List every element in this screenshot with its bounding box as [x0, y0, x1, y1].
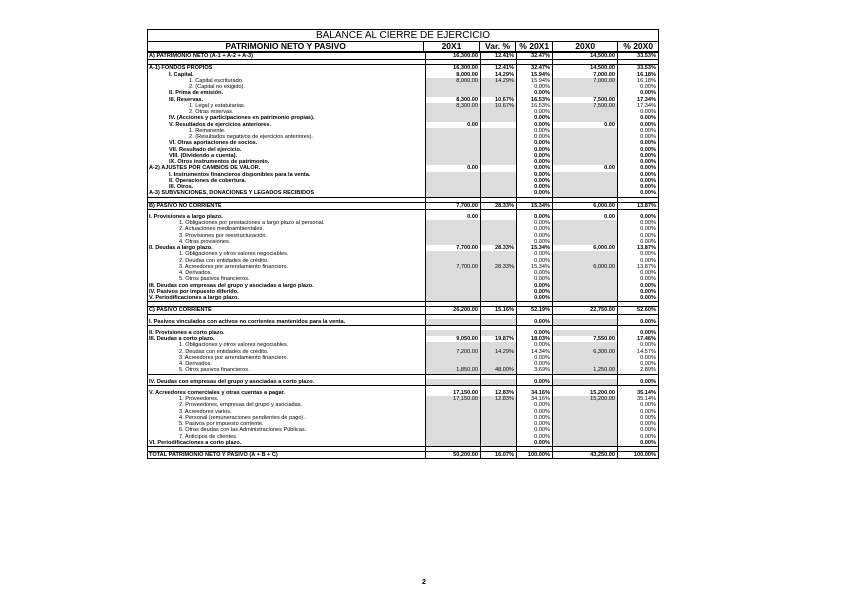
variation-cell: 12.83%: [481, 390, 517, 396]
value-20x0-cell: 0.00: [553, 214, 618, 220]
value-20x1-cell: 7,700.00: [426, 203, 481, 209]
pct-20x0-cell: 0.00%: [640, 427, 656, 434]
spacer-cell: [618, 447, 658, 451]
pct-20x0-cell: 14.57%: [637, 348, 656, 355]
value-20x0-cell: [553, 190, 618, 196]
pct-20x0-cell: 2.89%: [640, 367, 656, 374]
pct-20x1-cell: 0.00%: [517, 361, 553, 367]
pct-20x0-cell: 33.53%: [637, 53, 656, 59]
pct-20x0-cell: 0.00%: [640, 238, 656, 245]
value-20x1-cell: 1,850.00: [426, 367, 481, 373]
pct-20x1-cell: 15.94%: [517, 72, 553, 78]
spacer-cell: [517, 198, 553, 202]
value-20x1-cell: 9,050.00: [426, 336, 481, 342]
value-20x0-cell: [553, 295, 618, 301]
variation-cell: [481, 319, 517, 325]
value-20x0-cell: 14,500.00: [553, 53, 618, 59]
value-20x1-cell: 7,700.00: [426, 245, 481, 251]
value-20x1-cell: 7,200.00: [426, 349, 481, 355]
table-row: [148, 440, 658, 446]
value-20x1-cell: 17,150.00: [426, 390, 481, 396]
spacer-cell: [553, 198, 618, 202]
pct-20x0-cell: 0.00%: [640, 90, 656, 97]
pct-20x0-cell: 0.00%: [640, 421, 656, 427]
column-header-row: [147, 41, 659, 52]
pct-20x0-cell: 13.87%: [637, 245, 656, 251]
spacer-cell: [481, 302, 517, 306]
spacer-cell: [517, 302, 553, 306]
value-20x1-cell: 26,200.00: [426, 307, 481, 313]
column-header-20x0: 20X0: [553, 42, 618, 51]
row-label: 3. Acreedores por arrendamiento financiero.: [148, 355, 426, 361]
pct-20x1-cell: 0.00%: [517, 427, 553, 433]
row-label: IV. (Acciones y participaciones en patrimonio propias).: [148, 115, 426, 121]
pct-20x0-cell: 0.00%: [640, 134, 656, 140]
value-20x1-cell: 17,150.00: [426, 396, 481, 402]
spacer-cell: [481, 60, 517, 64]
pct-20x0-cell: 0.00%: [640, 159, 656, 165]
pct-20x1-cell: 0.00%: [517, 402, 553, 408]
pct-20x0-cell: 0.00%: [640, 288, 656, 295]
pct-20x1-cell: 0.00%: [517, 434, 553, 440]
value-20x0-cell: 1,250.00: [553, 367, 618, 373]
value-20x0-cell: 0.00: [553, 122, 618, 128]
spacer-cell: [426, 447, 481, 451]
pct-20x1-cell: 34.16%: [517, 396, 553, 402]
row-label: 3. Provisiones por reestructuración.: [148, 233, 426, 239]
row-label: 4. Derivados.: [148, 361, 426, 367]
variation-cell: 15.16%: [481, 307, 517, 313]
value-20x0-cell: 15,200.00: [553, 396, 618, 402]
pct-20x1-cell: 0.00%: [517, 355, 553, 361]
value-20x1-cell: [426, 295, 481, 301]
spacer-cell: [553, 302, 618, 306]
row-label: III. Deudas a corto plazo.: [148, 336, 426, 342]
variation-cell: [481, 379, 517, 385]
pct-20x1-cell: 34.16%: [517, 390, 553, 396]
pct-20x0-cell: 0.00%: [640, 251, 656, 258]
row-label: IX. Otros instrumentos de patrimonio.: [148, 159, 426, 165]
table-row: [148, 319, 658, 325]
value-20x1-cell: [426, 190, 481, 196]
variation-cell: 28.33%: [481, 245, 517, 251]
variation-cell: 10.67%: [481, 97, 517, 103]
row-spacer: [148, 197, 658, 202]
pct-20x0-cell: 0.00%: [640, 177, 656, 184]
table-row: [148, 52, 658, 59]
value-20x0-cell: 6,000.00: [553, 203, 618, 209]
spacer-cell: [553, 447, 618, 451]
value-20x1-cell: 8,300.00: [426, 103, 481, 109]
pct-20x1-cell: 0.00%: [517, 109, 553, 115]
pct-20x0-cell: 0.00%: [640, 408, 656, 415]
table-row: [148, 379, 658, 385]
pct-20x1-cell: 16.53%: [517, 97, 553, 103]
spacer-cell: [426, 302, 481, 306]
pct-20x1-cell: 3.69%: [517, 367, 553, 373]
value-20x0-cell: 43,250.00: [553, 452, 618, 458]
row-label: A-2) AJUSTES POR CAMBIOS DE VALOR.: [148, 165, 426, 171]
pct-20x1-cell: 0.00%: [517, 84, 553, 90]
value-20x0-cell: 15,200.00: [553, 390, 618, 396]
value-20x1-cell: [426, 379, 481, 385]
variation-cell: [481, 440, 517, 446]
pct-20x0-cell: 0.00%: [640, 378, 656, 385]
value-20x0-cell: [553, 379, 618, 385]
pct-20x0-cell: 0.00%: [640, 84, 656, 90]
variation-cell: 28.33%: [481, 264, 517, 270]
pct-20x1-cell: 0.00%: [517, 134, 553, 140]
value-20x0-cell: 7,500.00: [553, 97, 618, 103]
pct-20x0-cell: 16.18%: [637, 77, 656, 84]
row-label: I. Capital.: [148, 72, 426, 78]
row-label: 3. Acreedores por arrendamiento financiero.: [148, 264, 426, 270]
value-20x1-cell: 8,000.00: [426, 78, 481, 84]
row-label: III. Otros.: [148, 184, 426, 190]
spacer-cell: [481, 198, 517, 202]
row-label: 1. Obligaciones y otros valores negociables.: [148, 251, 426, 257]
pct-20x1-cell: 18.03%: [517, 336, 553, 342]
pct-20x0-cell: 0.00%: [640, 109, 656, 115]
row-label: 2. (Resultados negativos de ejercicios anteriores).: [148, 134, 426, 140]
pct-20x1-cell: 0.00%: [517, 153, 553, 159]
pct-20x1-cell: 0.00%: [517, 421, 553, 427]
pct-20x0-cell: 0.00%: [640, 270, 656, 276]
pct-20x1-cell: 0.00%: [517, 342, 553, 348]
pct-20x1-cell: 14.34%: [517, 349, 553, 355]
row-label: IV. Pasivos por impuesto diferido.: [148, 289, 426, 295]
variation-cell: 10.67%: [481, 103, 517, 109]
row-label: VI. Otras aportaciones de socios.: [148, 140, 426, 146]
value-20x1-cell: 0.00: [426, 214, 481, 220]
sheet-title: BALANCE AL CIERRE DE EJERCICIO: [147, 29, 659, 41]
spacer-cell: [618, 302, 658, 306]
value-20x1-cell: 0.00: [426, 122, 481, 128]
table-row: [148, 64, 658, 71]
column-header-pct-20x1: % 20X1: [516, 42, 553, 51]
row-label: IV. Deudas con empresas del grupo y asociadas a corto plazo.: [148, 379, 426, 385]
variation-cell: 16.07%: [481, 452, 517, 458]
row-label: 2. Actuaciones medioambientales.: [148, 226, 426, 232]
variation-cell: [481, 190, 517, 196]
spacer-cell: [553, 60, 618, 64]
spacer-cell: [148, 198, 426, 202]
pct-20x0-cell: 33.53%: [637, 65, 656, 72]
variation-cell: 14.29%: [481, 72, 517, 78]
pct-20x0-cell: 16.18%: [637, 71, 656, 78]
pct-20x0-cell: 17.34%: [637, 96, 656, 103]
value-20x1-cell: [426, 319, 481, 325]
pct-20x0-cell: 0.00%: [640, 171, 656, 178]
value-20x0-cell: 7,000.00: [553, 78, 618, 84]
row-label: VIII. (Dividendo a cuenta).: [148, 153, 426, 159]
row-label: 4. Personal (remuneraciones pendientes de pago).: [148, 415, 426, 421]
column-header-var: Var. %: [480, 42, 517, 51]
variation-cell: 14.29%: [481, 349, 517, 355]
pct-20x0-cell: 0.00%: [640, 121, 656, 128]
value-20x1-cell: 16,300.00: [426, 65, 481, 71]
pct-20x1-cell: 0.00%: [517, 283, 553, 289]
table-row: [148, 306, 658, 313]
pct-20x0-cell: 0.00%: [640, 152, 656, 159]
pct-20x1-cell: 0.00%: [517, 319, 553, 325]
pct-20x1-cell: 0.00%: [517, 159, 553, 165]
value-20x1-cell: 0.00: [426, 165, 481, 171]
pct-20x1-cell: 0.00%: [517, 214, 553, 220]
column-header-label: PATRIMONIO NETO Y PASIVO: [148, 42, 424, 51]
column-header-pct-20x0: % 20X0: [623, 42, 654, 51]
value-20x1-cell: 50,200.00: [426, 452, 481, 458]
page-number: 2: [422, 579, 426, 586]
pct-20x1-cell: 0.00%: [517, 289, 553, 295]
row-label: VII. Resultado del ejercicio.: [148, 147, 426, 153]
pct-20x1-cell: 0.00%: [517, 165, 553, 171]
pct-20x1-cell: 0.00%: [517, 172, 553, 178]
row-label: 4. Otras provisiones.: [148, 239, 426, 245]
pct-20x1-cell: 32.47%: [517, 53, 553, 59]
pct-20x0-cell: 13.87%: [637, 263, 656, 270]
value-20x0-cell: 6,000.00: [553, 245, 618, 251]
row-label: A-1) FONDOS PROPIOS: [148, 65, 426, 71]
variation-cell: 12.41%: [481, 53, 517, 59]
pct-20x1-cell: 0.00%: [517, 409, 553, 415]
row-label: 5. Otros pasivos financieros.: [148, 367, 426, 373]
pct-20x0-cell: 0.00%: [640, 220, 656, 226]
variation-cell: 48.00%: [481, 367, 517, 373]
row-label: II. Operaciones de cobertura.: [148, 178, 426, 184]
row-label: II. Provisiones a corto plazo.: [148, 330, 426, 336]
value-20x0-cell: 7,500.00: [553, 103, 618, 109]
spacer-cell: [426, 198, 481, 202]
pct-20x0-cell: 0.00%: [640, 433, 656, 440]
value-20x0-cell: 22,750.00: [553, 307, 618, 313]
pct-20x0-cell: 0.00%: [640, 439, 656, 446]
pct-20x1-cell: 15.34%: [517, 245, 553, 251]
row-label: I. Instrumentos financieros disponibles para la venta.: [148, 172, 426, 178]
pct-20x0-cell: 0.00%: [640, 414, 656, 421]
row-label: 1. Legal y estatutarias.: [148, 103, 426, 109]
pct-20x0-cell: 0.00%: [640, 146, 656, 153]
row-label: 2. (Capital no exigido).: [148, 84, 426, 90]
pct-20x1-cell: 0.00%: [517, 184, 553, 190]
pct-20x1-cell: 0.00%: [517, 295, 553, 301]
pct-20x0-cell: 0.00%: [640, 190, 656, 197]
pct-20x1-cell: 52.19%: [517, 307, 553, 313]
value-20x0-cell: 0.00: [553, 165, 618, 171]
column-header-20x1: 20X1: [424, 42, 479, 51]
value-20x0-cell: [553, 319, 618, 325]
value-20x0-cell: [553, 440, 618, 446]
row-spacer: [148, 59, 658, 64]
row-label: II. Deudas a largo plazo.: [148, 245, 426, 251]
value-20x0-cell: 6,300.00: [553, 349, 618, 355]
value-20x1-cell: [426, 440, 481, 446]
pct-20x1-cell: 32.47%: [517, 65, 553, 71]
row-label: VI. Periodificaciones a corto plazo.: [148, 440, 426, 446]
row-spacer: [148, 446, 658, 451]
table-body: [147, 52, 659, 459]
pct-20x0-cell: 0.00%: [640, 295, 656, 301]
row-label: II. Prima de emisión.: [148, 90, 426, 96]
pct-20x1-cell: 0.00%: [517, 270, 553, 276]
pct-20x0-cell: 0.00%: [640, 232, 656, 239]
table-row: [148, 295, 658, 301]
pct-20x0-cell: 0.00%: [640, 342, 656, 349]
row-label: 5. Pasivos por impuesto corriente.: [148, 421, 426, 427]
row-label: 7. Anticipos de clientes.: [148, 434, 426, 440]
row-label: 2. Proveedores, empresas del grupo y asociadas.: [148, 402, 426, 408]
table-row: [148, 202, 658, 209]
pct-20x1-cell: 15.34%: [517, 264, 553, 270]
pct-20x0-cell: 0.00%: [640, 213, 656, 220]
row-label: A-3) SUBVENCIONES, DONACIONES Y LEGADOS RECIBIDOS: [148, 190, 426, 196]
pct-20x0-cell: 17.34%: [637, 102, 656, 109]
pct-20x0-cell: 0.00%: [640, 184, 656, 190]
row-label: 2. Deudas con entidades de crédito.: [148, 258, 426, 264]
table-row: [148, 190, 658, 196]
row-label: 1. Obligaciones y otros valores negociables.: [148, 342, 426, 348]
value-20x0-cell: 14,500.00: [553, 65, 618, 71]
value-20x0-cell: 7,550.00: [553, 336, 618, 342]
value-20x1-cell: 8,300.00: [426, 97, 481, 103]
value-20x0-cell: 6,000.00: [553, 264, 618, 270]
row-label: 1. Proveedores.: [148, 396, 426, 402]
pct-20x0-cell: 0.00%: [640, 354, 656, 361]
variation-cell: 12.83%: [481, 396, 517, 402]
pct-20x1-cell: 0.00%: [517, 251, 553, 257]
pct-20x0-cell: 0.00%: [640, 115, 656, 122]
pct-20x1-cell: 0.00%: [517, 415, 553, 421]
balance-sheet: [147, 29, 659, 459]
variation-cell: 12.41%: [481, 65, 517, 71]
row-label: 2. Otras reservas.: [148, 109, 426, 115]
row-spacer: [148, 301, 658, 306]
row-label: V. Periodificaciones a largo plazo.: [148, 295, 426, 301]
value-20x1-cell: 16,300.00: [426, 53, 481, 59]
row-label: 1. Obligaciones por prestaciones a largo plazo al personal.: [148, 220, 426, 226]
pct-20x1-cell: 0.00%: [517, 147, 553, 153]
pct-20x1-cell: 0.00%: [517, 239, 553, 245]
pct-20x0-cell: 0.00%: [640, 165, 656, 172]
spacer-cell: [517, 447, 553, 451]
pct-20x1-cell: 0.00%: [517, 379, 553, 385]
pct-20x1-cell: 0.00%: [517, 233, 553, 239]
row-label: C) PASIVO CORRIENTE: [148, 307, 426, 313]
pct-20x1-cell: 0.00%: [517, 330, 553, 336]
pct-20x1-cell: 15.94%: [517, 78, 553, 84]
pct-20x0-cell: 100.00%: [633, 452, 656, 458]
pct-20x1-cell: 0.00%: [517, 140, 553, 146]
row-label: III. Deudas con empresas del grupo y asociadas a largo plazo.: [148, 283, 426, 289]
variation-cell: [481, 295, 517, 301]
pct-20x1-cell: 0.00%: [517, 128, 553, 134]
pct-20x0-cell: 0.00%: [640, 318, 656, 325]
row-label: 1. Capital escriturado.: [148, 78, 426, 84]
pct-20x0-cell: 0.00%: [640, 276, 656, 283]
pct-20x0-cell: 52.60%: [637, 307, 656, 314]
table-row: [148, 367, 658, 373]
pct-20x0-cell: 17.46%: [637, 336, 656, 342]
spacer-cell: [618, 198, 658, 202]
pct-20x0-cell: 35.14%: [637, 396, 656, 402]
value-20x0-cell: 7,000.00: [553, 72, 618, 78]
spacer-cell: [618, 60, 658, 64]
spacer-cell: [148, 60, 426, 64]
pct-20x0-cell: 35.14%: [637, 389, 656, 396]
variation-cell: 19.87%: [481, 336, 517, 342]
pct-20x1-cell: 100.00%: [517, 452, 553, 458]
pct-20x0-cell: 0.00%: [640, 226, 656, 233]
pct-20x1-cell: 0.00%: [517, 440, 553, 446]
spacer-cell: [148, 302, 426, 306]
pct-20x1-cell: 0.00%: [517, 115, 553, 121]
row-label: V. Resultados de ejercicios anteriores.: [148, 122, 426, 128]
row-label: 3. Acreedores varios.: [148, 409, 426, 415]
row-label: 5. Otros pasivos financieros.: [148, 276, 426, 282]
row-label: TOTAL PATRIMONIO NETO Y PASIVO (A + B + C): [148, 452, 426, 458]
row-label: 4. Derivados.: [148, 270, 426, 276]
pct-20x0-cell: 0.00%: [640, 257, 656, 264]
variation-cell: 14.29%: [481, 78, 517, 84]
row-label: 1. Remanente.: [148, 128, 426, 134]
pct-20x0-cell: 0.00%: [640, 402, 656, 409]
pct-20x1-cell: 0.00%: [517, 276, 553, 282]
row-label: A) PATRIMONIO NETO (A-1 + A-2 + A-3): [148, 53, 426, 59]
pct-20x0-cell: 13.87%: [637, 202, 656, 209]
pct-20x0-cell: 0.00%: [640, 127, 656, 134]
spacer-cell: [481, 447, 517, 451]
pct-20x1-cell: 16.53%: [517, 103, 553, 109]
row-label: 6. Otras deudas con las Administraciones Públicas.: [148, 427, 426, 433]
row-label: V. Acreedores comerciales y otras cuentas a pagar.: [148, 390, 426, 396]
pct-20x1-cell: 0.00%: [517, 258, 553, 264]
pct-20x1-cell: 15.34%: [517, 203, 553, 209]
value-20x1-cell: 7,700.00: [426, 264, 481, 270]
spacer-cell: [148, 447, 426, 451]
row-label: III. Reservas.: [148, 97, 426, 103]
row-label: B) PASIVO NO CORRIENTE: [148, 203, 426, 209]
pct-20x1-cell: 0.00%: [517, 122, 553, 128]
row-label: I. Provisiones a largo plazo.: [148, 214, 426, 220]
pct-20x0-cell: 0.00%: [640, 361, 656, 367]
spacer-cell: [426, 60, 481, 64]
pct-20x1-cell: 0.00%: [517, 190, 553, 196]
row-label: 2. Deudas con entidades de crédito.: [148, 349, 426, 355]
pct-20x1-cell: 0.00%: [517, 178, 553, 184]
pct-20x0-cell: 0.00%: [640, 140, 656, 147]
variation-cell: 28.33%: [481, 203, 517, 209]
pct-20x1-cell: 0.00%: [517, 220, 553, 226]
table-row: [148, 451, 658, 458]
pct-20x0-cell: 0.00%: [640, 282, 656, 289]
row-label: I. Pasivos vinculados con activos no corrientes mantenidos para la venta.: [148, 319, 426, 325]
pct-20x0-cell: 0.00%: [640, 329, 656, 336]
pct-20x1-cell: 0.00%: [517, 90, 553, 96]
spacer-cell: [517, 60, 553, 64]
pct-20x1-cell: 0.00%: [517, 226, 553, 232]
value-20x1-cell: 8,000.00: [426, 72, 481, 78]
